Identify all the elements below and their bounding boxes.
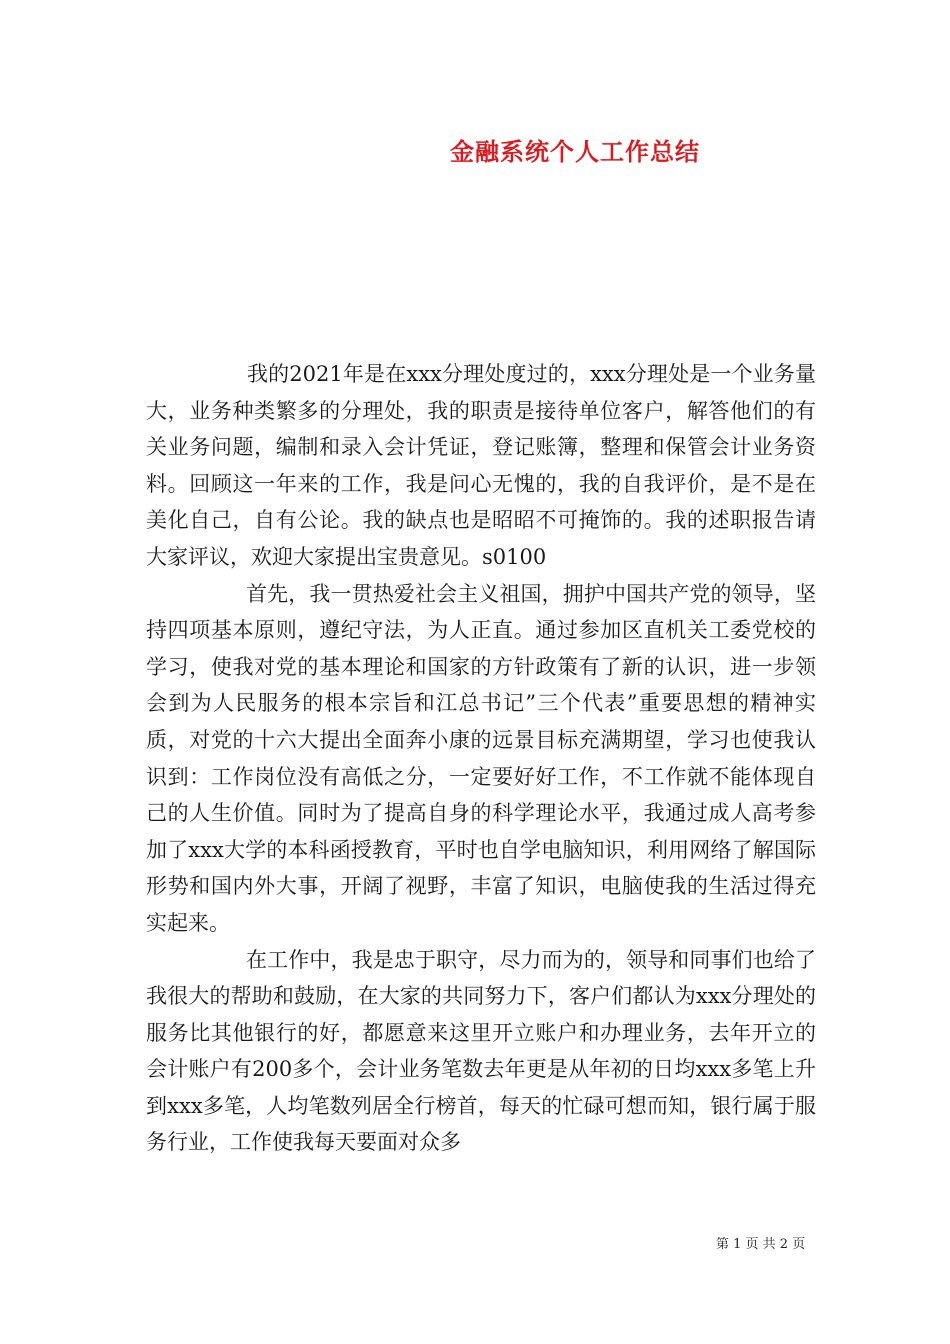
document-title: 金融系统个人工作总结 <box>450 137 700 166</box>
paragraph-1: 我的2021年是在xxx分理处度过的，xxx分理处是一个业务量大，业务种类繁多的分理处，我的职责是接待单位客户，解答他们的有关业务问题，编制和录入会计凭证，登记账簿，整理和保管会计业务资料。回顾这一年来的工作，我是问心无愧的，我的自我评价，是不是在美化自己，自有公论。我的缺点也是昭昭不可掩饰的。我的述职报告请大家评议，欢迎大家提出宝贵意见。s0100 <box>146 362 816 569</box>
paragraph-3: 在工作中，我是忠于职守，尽力而为的，领导和同事们也给了我很大的帮助和鼓励，在大家的共同努力下，客户们都认为xxx分理处的服务比其他银行的好，都愿意来这里开立账户和办理业务，去年开立的会计账户有200多个，会计业务笔数去年更是从年初的日均xxx多笔上升到xxx多笔，人均笔数列居全行榜首，每天的忙碌可想而知，银行属于服务行业，工作使我每天要面对众多 <box>146 947 816 1155</box>
document-body <box>146 356 816 1161</box>
page-number-footer: 第 1 页 共 2 页 <box>716 1237 806 1252</box>
paragraph-2: 首先，我一贯热爱社会主义祖国，拥护中国共产党的领导，坚持四项基本原则，遵纪守法，为人正直。通过参加区直机关工委党校的学习，使我对党的基本理论和国家的方针政策有了新的认识，进一步领会到为人民服务的根本宗旨和江总书记”三个代表”重要思想的精神实质，对党的十六大提出全面奔小康的远景目标充满期望，学习也使我认识到：工作岗位没有高低之分，一定要好好工作，不工作就不能体现自己的人生价值。同时为了提高自身的科学理论水平，我通过成人高考参加了xxx大学的本科函授教育，平时也自学电脑知识，利用网络了解国际形势和国内外大事，开阔了视野，丰富了知识，电脑使我的生活过得充实起来。 <box>146 581 816 935</box>
